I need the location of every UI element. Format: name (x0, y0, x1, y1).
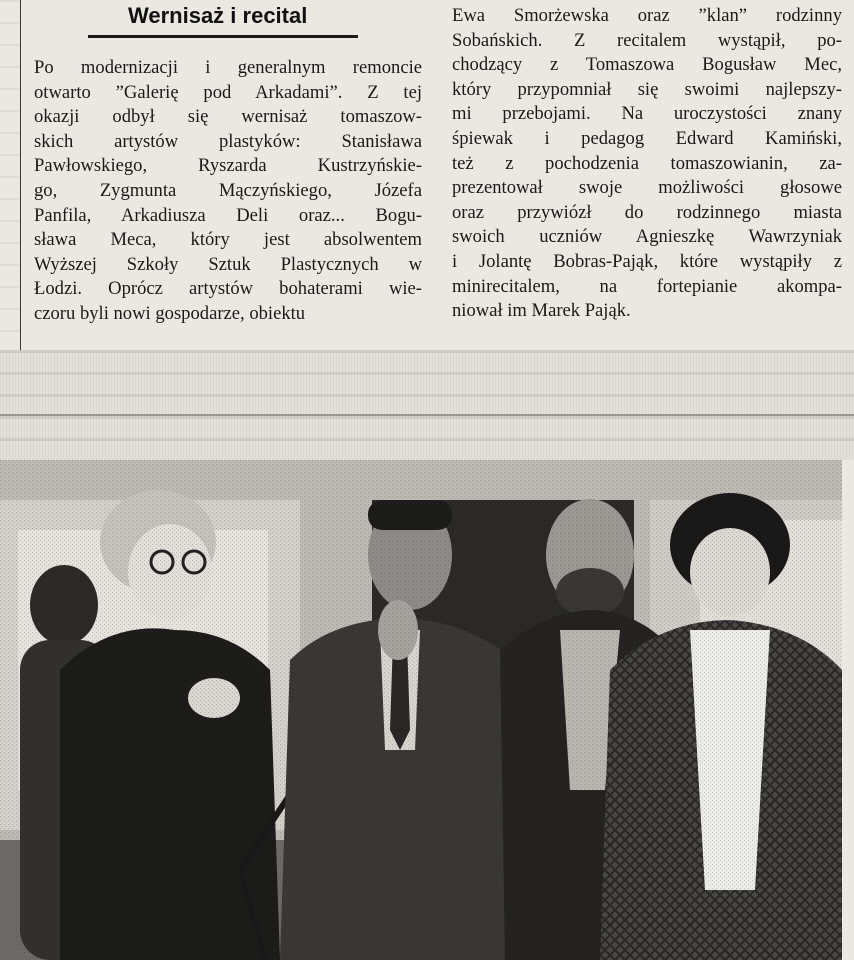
column-divider-line (20, 0, 21, 352)
article-text-line: niował im Marek Pająk. (452, 300, 631, 322)
article-text-line: i Jolantę Bobras-Pająk, które wystąpiły z (452, 250, 842, 272)
article-left-column (34, 56, 422, 327)
article-text-line: Po modernizacji i generalnym remoncie (34, 57, 422, 78)
article-text-line: Panfila, Arkadiusza Deli oraz... Bogu- (34, 204, 422, 226)
article-text-line: prezentował swoje możliwości głosowe (452, 177, 842, 199)
band-divider-line (0, 414, 854, 416)
article-text-line: czoru byli nowi gospodarze, obiektu (34, 302, 306, 324)
bleed-through-band (0, 350, 854, 460)
headline-underline (88, 35, 358, 38)
article-photo (0, 460, 842, 960)
article-text-line: który przypomniał się swoimi najlepszy- (452, 78, 842, 100)
article-text-line: śpiewak i pedagog Edward Kamiński, (452, 127, 842, 149)
article-text-line: Łodzi. Oprócz artystów bohaterami wie- (34, 278, 422, 300)
article-text-line: oraz przywiózł do rodzinnego miasta (452, 201, 842, 223)
article-text-line: skich artystów plastyków: Stanisława (34, 130, 422, 152)
article-text-line: okazji odbył się wernisaż tomaszow- (34, 106, 422, 128)
article-text-line: Pawłowskiego, Ryszarda Kustrzyńskie- (34, 155, 422, 177)
article-text-line: sława Meca, który jest absolwentem (34, 229, 422, 251)
photo-illustration (0, 460, 842, 960)
article-text-line: chodzący z Tomaszowa Bogusław Mec, (452, 54, 842, 76)
article-text-line: swoich uczniów Agnieszkę Wawrzyniak (452, 226, 842, 248)
article-text-line: mi przebojami. Na uroczystości znany (452, 103, 842, 125)
article-text-line: Sobańskich. Z recitalem wystąpił, po- (452, 29, 842, 51)
article-right-column (452, 4, 842, 324)
article-headline: Wernisaż i recital (128, 3, 308, 28)
article-text-line: otwarto ”Galerię pod Arkadami”. Z tej (34, 81, 422, 103)
article-text-line: też z pochodzenia tomaszowianin, za- (452, 152, 842, 174)
article-text-line: Ewa Smorżewska oraz ”klan” rodzinny (452, 5, 842, 26)
photo-grain (0, 460, 842, 960)
bleed-through-gutter (0, 0, 20, 350)
article-text-line: go, Zygmunta Mączyńskiego, Józefa (34, 179, 422, 201)
article-text-line: minirecitalem, na fortepianie akompa- (452, 275, 842, 297)
article-text-line: Wyższej Szkoły Sztuk Plastycznych w (34, 253, 422, 275)
